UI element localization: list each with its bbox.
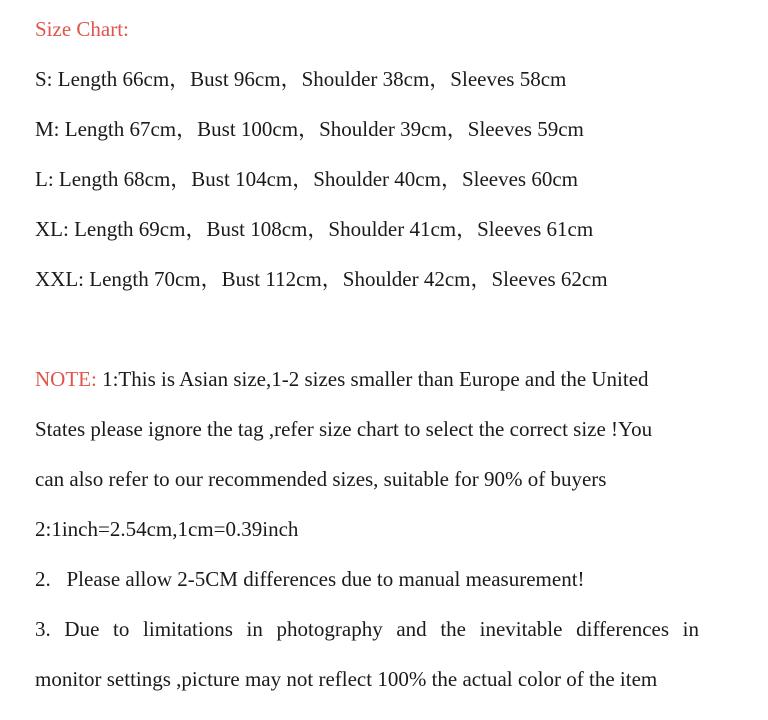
note-line-2: States please ignore the tag ,refer size chart to select the correct size !You	[35, 417, 653, 441]
note-text-1: 1:This is Asian size,1-2 sizes smaller than Europe and the United	[96, 367, 649, 391]
note-line-conversion: 2:1inch=2.54cm,1cm=0.39inch	[35, 517, 299, 541]
note-line-color: monitor settings ,picture may not reflect 100% the actual color of the item	[35, 667, 658, 691]
size-row-m: M: Length 67cm，Bust 100cm，Shoulder 39cm，Sleeves 59cm	[35, 117, 584, 141]
note-line-measurement: 2. Please allow 2-5CM differences due to manual measurement!	[35, 567, 585, 591]
size-row-xxl: XXL: Length 70cm，Bust 112cm，Shoulder 42cm，Sleeves 62cm	[35, 267, 608, 291]
size-row-xl: XL: Length 69cm，Bust 108cm，Shoulder 41cm，Sleeves 61cm	[35, 217, 594, 241]
note-label: NOTE:	[35, 367, 97, 391]
note-line-1	[35, 366, 649, 392]
size-row-l: L: Length 68cm，Bust 104cm，Shoulder 40cm，Sleeves 60cm	[35, 167, 579, 191]
size-row-s: S: Length 66cm，Bust 96cm，Shoulder 38cm，Sleeves 58cm	[35, 67, 567, 91]
note-line-3: can also refer to our recommended sizes, suitable for 90% of buyers	[35, 467, 607, 491]
size-chart-heading: Size Chart:	[35, 17, 129, 41]
note-line-photography: 3. Due to limitations in photography and the inevitable differences in	[35, 617, 699, 641]
